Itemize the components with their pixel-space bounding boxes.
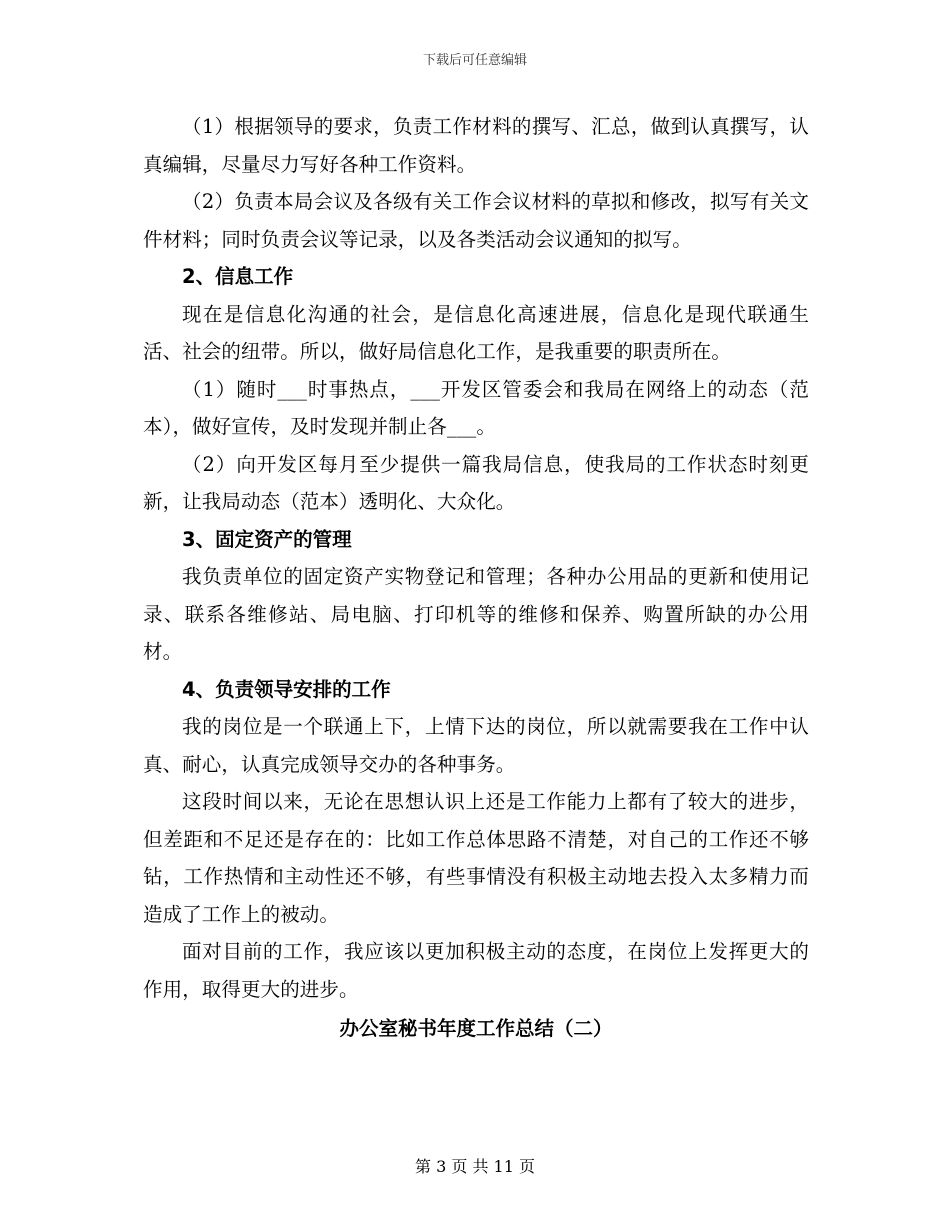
paragraph: （2）负责本局会议及各级有关工作会议材料的草拟和修改，拟写有关文件材料；同时负责会议等记录，以及各类活动会议通知的拟写。 (143, 190, 809, 251)
document-body (143, 108, 809, 1048)
page-header: 下载后可任意编辑 (422, 53, 527, 68)
paragraph: 我负责单位的固定资产实物登记和管理；各种办公用品的更新和使用记录、联系各维修站、局电脑、打印机等的维修和保养、购置所缺的办公用材。 (143, 565, 809, 663)
paragraph: 我的岗位是一个联通上下，上情下达的岗位，所以就需要我在工作中认真、耐心，认真完成领导交办的各种事务。 (143, 715, 809, 776)
paragraph: （1）随时___时事热点，___开发区管委会和我局在网络上的动态（范本），做好宣传，及时发现并制止各___。 (143, 377, 809, 438)
section-heading: 2、信息工作 (182, 265, 294, 288)
paragraph: 现在是信息化沟通的社会，是信息化高速进展，信息化是现代联通生活、社会的纽带。所以，做好局信息化工作，是我重要的职责所在。 (143, 302, 809, 363)
section-heading: 3、固定资产的管理 (182, 527, 352, 551)
section-title: 办公室秘书年度工作总结（二） (339, 1017, 613, 1040)
page-footer: 第 3 页 共 11 页 (415, 1157, 535, 1176)
paragraph: （1）根据领导的要求，负责工作材料的撰写、汇总，做到认真撰写，认真编辑，尽量尽力写好各种工作资料。 (143, 115, 809, 176)
section-heading: 4、负责领导安排的工作 (182, 677, 391, 701)
paragraph: 这段时间以来，无论在思想认识上还是工作能力上都有了较大的进步，但差距和不足还是存在的：比如工作总体思路不清楚，对自己的工作还不够钻，工作热情和主动性还不够，有些事情没有积极主动地去投入太多精力而造成了工作上的被动。 (143, 790, 809, 926)
paragraph: 面对目前的工作，我应该以更加积极主动的态度，在岗位上发挥更大的作用，取得更大的进步。 (143, 940, 809, 1001)
paragraph: （2）向开发区每月至少提供一篇我局信息，使我局的工作状态时刻更新，让我局动态（范本）透明化、大众化。 (143, 452, 809, 513)
